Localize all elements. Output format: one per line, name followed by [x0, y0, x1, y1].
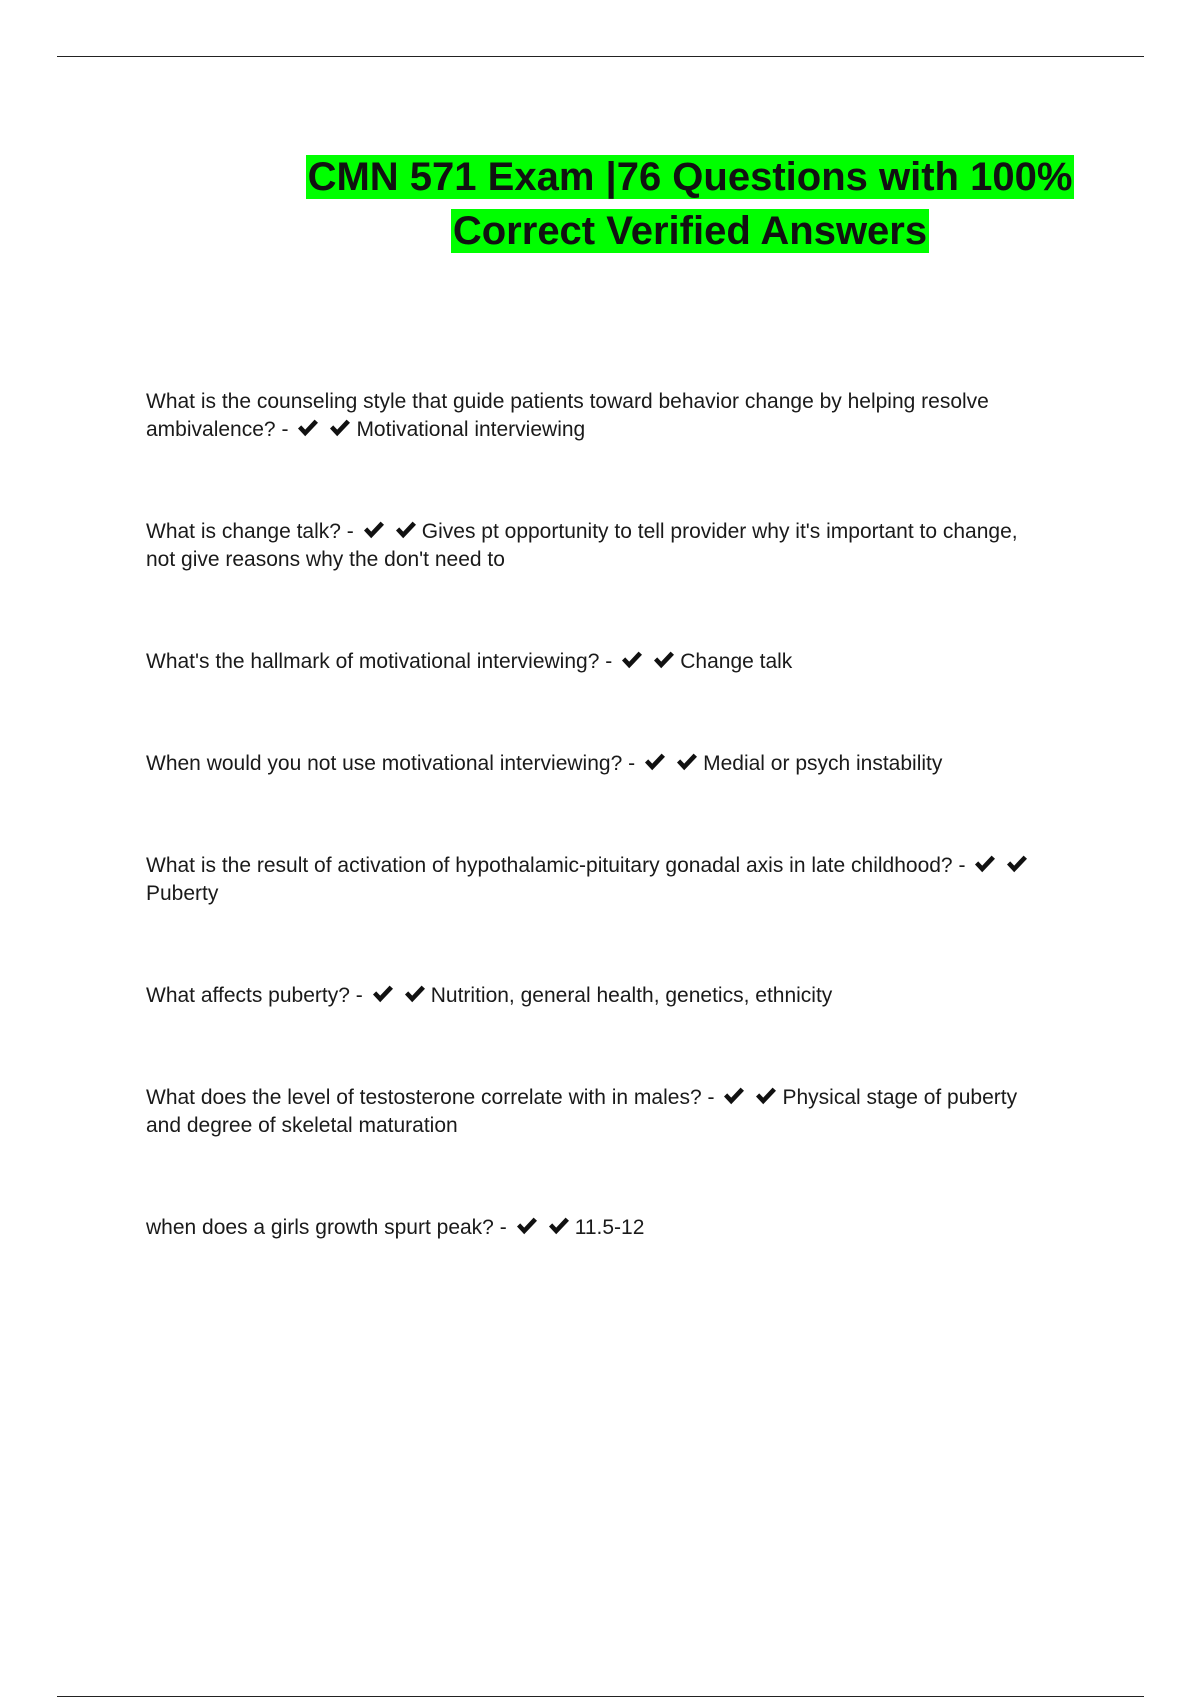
qa-item — [146, 1214, 1046, 1242]
check-pair — [973, 852, 1029, 880]
question-text: What's the hallmark of motivational interviewing? — [146, 650, 600, 673]
check-icon — [296, 418, 320, 438]
separator: - — [707, 1086, 715, 1109]
qa-item — [146, 852, 1046, 908]
separator: - — [628, 752, 636, 775]
question-text: What is change talk? — [146, 520, 341, 543]
check-icon — [515, 1216, 539, 1236]
answer-text: Gives pt opportunity to tell provider why it's important to change, not give reasons why the don't need to — [146, 520, 1018, 571]
answer-text: 11.5-12 — [574, 1216, 645, 1239]
qa-list — [146, 388, 1046, 1242]
qa-item — [146, 982, 1046, 1010]
qa-item — [146, 648, 1046, 676]
check-icon — [722, 1086, 746, 1106]
question-text: What affects puberty? — [146, 984, 350, 1007]
check-pair — [362, 518, 418, 546]
separator: - — [281, 418, 289, 441]
separator: - — [355, 984, 363, 1007]
answer-text: Change talk — [680, 650, 793, 673]
check-icon — [362, 520, 386, 540]
document-title: CMN 571 Exam |76 Questions with 100% Correct Verified Answers — [307, 155, 1073, 253]
qa-item — [146, 518, 1046, 574]
check-icon — [652, 650, 676, 670]
title-block — [290, 150, 1090, 258]
check-icon — [547, 1216, 571, 1236]
answer-text: Puberty — [146, 882, 219, 905]
top-rule — [57, 56, 1144, 57]
question-text: When would you not use motivational interviewing? — [146, 752, 623, 775]
bottom-rule — [57, 1696, 1144, 1697]
check-pair — [620, 648, 676, 676]
separator: - — [958, 854, 966, 877]
check-icon — [643, 752, 667, 772]
answer-text: Physical stage of puberty and degree of skeletal maturation — [146, 1086, 1018, 1137]
answer-text: Nutrition, general health, genetics, ethnicity — [430, 984, 833, 1007]
check-icon — [403, 984, 427, 1004]
check-pair — [722, 1084, 778, 1112]
check-pair — [643, 750, 699, 778]
answer-text: Medial or psych instability — [703, 752, 943, 775]
question-text: when does a girls growth spurt peak? — [146, 1216, 494, 1239]
qa-item — [146, 1084, 1046, 1140]
check-pair — [515, 1214, 571, 1242]
check-icon — [328, 418, 352, 438]
check-pair — [296, 416, 352, 444]
qa-item — [146, 750, 1046, 778]
check-icon — [754, 1086, 778, 1106]
check-icon — [620, 650, 644, 670]
check-icon — [371, 984, 395, 1004]
separator: - — [499, 1216, 507, 1239]
question-text: What is the result of activation of hypothalamic-pituitary gonadal axis in late childhood? — [146, 854, 953, 877]
check-icon — [973, 854, 997, 874]
check-icon — [675, 752, 699, 772]
question-text: What is the counseling style that guide patients toward behavior change by helping resolve ambivalence? — [146, 390, 989, 441]
question-text: What does the level of testosterone correlate with in males? — [146, 1086, 702, 1109]
check-pair — [371, 982, 427, 1010]
answer-text: Motivational interviewing — [356, 418, 586, 441]
separator: - — [346, 520, 354, 543]
separator: - — [605, 650, 613, 673]
qa-item — [146, 388, 1046, 444]
check-icon — [1005, 854, 1029, 874]
check-icon — [394, 520, 418, 540]
